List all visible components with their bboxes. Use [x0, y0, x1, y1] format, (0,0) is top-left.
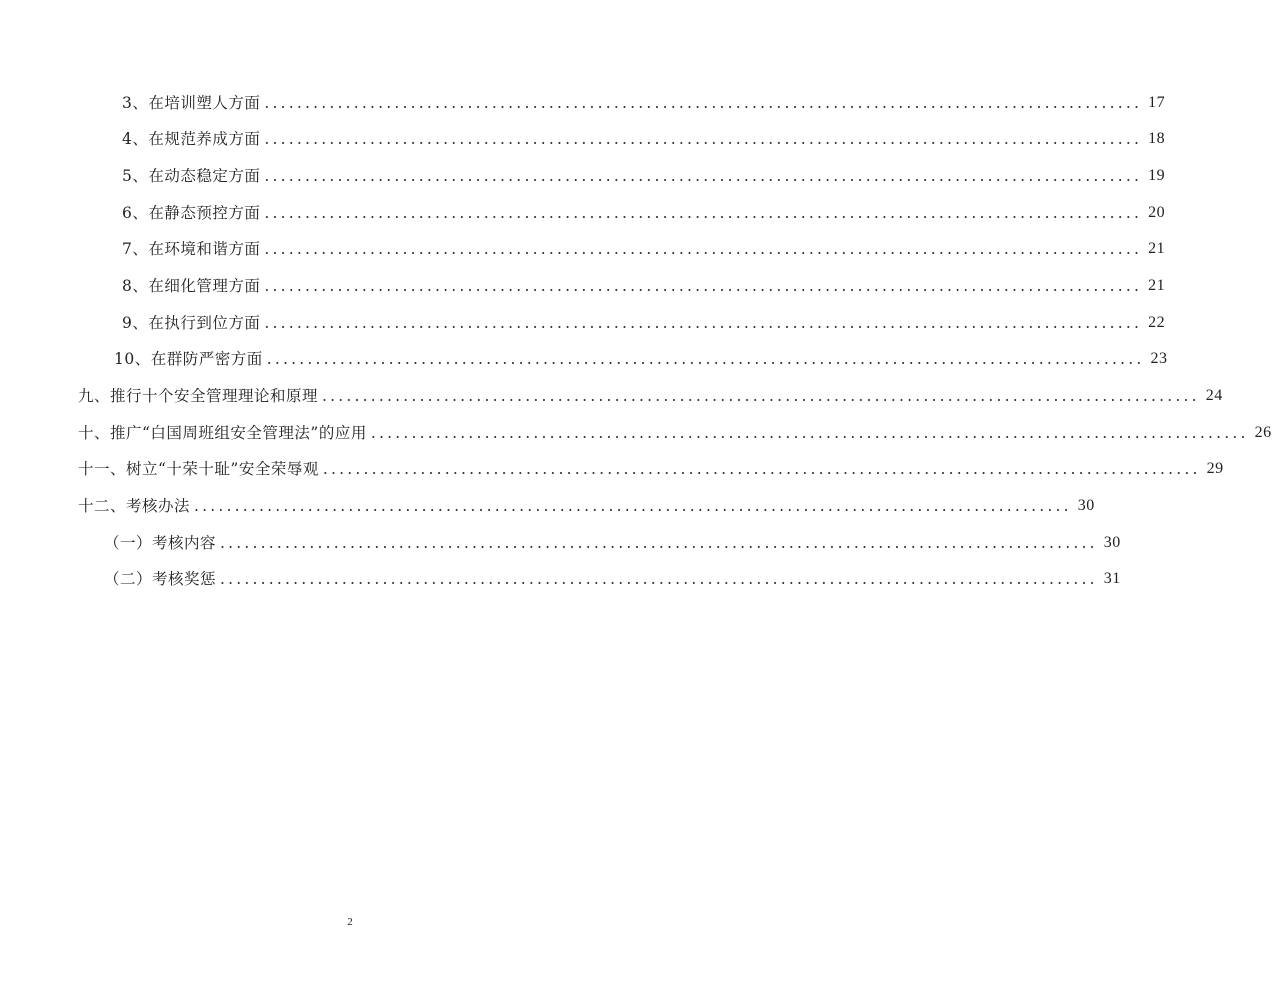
toc-leader-dots: ............................................................................................................ — [264, 130, 1143, 148]
toc-entry-page: 30 — [1103, 534, 1121, 551]
toc-leader-dots: ............................................................................................................ — [264, 277, 1143, 295]
toc-entry[interactable] — [78, 422, 1272, 444]
toc-entry-page: 18 — [1148, 130, 1166, 147]
toc-entry[interactable] — [78, 495, 1095, 517]
toc-leader-dots: ............................................................................................................ — [322, 387, 1200, 405]
toc-entry-page: 20 — [1148, 204, 1166, 221]
toc-entry-label: 8、在细化管理方面 — [122, 277, 261, 295]
toc-entry-label: 十一、树立“十荣十耻”安全荣辱观 — [78, 460, 319, 478]
toc-entry-label: 9、在执行到位方面 — [122, 314, 261, 332]
toc-leader-dots: ............................................................................................................ — [220, 570, 1098, 588]
toc-entry[interactable] — [122, 312, 1166, 334]
toc-leader-dots: ............................................................................................................ — [264, 204, 1143, 222]
toc-leader-dots: ............................................................................................................ — [370, 424, 1249, 442]
toc-leader-dots: ............................................................................................................ — [264, 314, 1143, 332]
toc-entry[interactable] — [114, 348, 1168, 370]
toc-entry[interactable] — [78, 458, 1224, 480]
toc-entry-page: 29 — [1206, 460, 1224, 477]
toc-entry-page: 21 — [1148, 240, 1166, 257]
toc-entry[interactable] — [122, 128, 1166, 150]
toc-entry[interactable] — [104, 568, 1121, 590]
toc-entry-label: 4、在规范养成方面 — [122, 130, 261, 148]
toc-entry-page: 21 — [1148, 277, 1166, 294]
toc-entry-page: 30 — [1077, 497, 1095, 514]
toc-leader-dots: ............................................................................................................ — [194, 497, 1072, 515]
toc-leader-dots: ............................................................................................................ — [264, 94, 1143, 112]
toc-entry-page: 22 — [1148, 314, 1166, 331]
toc-entry-page: 19 — [1148, 167, 1166, 184]
toc-entry[interactable] — [122, 92, 1166, 114]
toc-leader-dots: ............................................................................................................ — [264, 167, 1143, 185]
toc-leader-dots: ............................................................................................................ — [322, 460, 1201, 478]
toc-entry-label: 十、推广“白国周班组安全管理法”的应用 — [78, 424, 367, 442]
toc-entry[interactable] — [78, 385, 1223, 407]
toc-entry-label: 6、在静态预控方面 — [122, 204, 261, 222]
toc-entry-label: （一）考核内容 — [104, 534, 217, 552]
toc-entry-label: 10、在群防严密方面 — [114, 350, 263, 368]
toc-entry[interactable] — [122, 165, 1166, 187]
toc-entry[interactable] — [104, 532, 1121, 554]
toc-entry-label: 十二、考核办法 — [78, 497, 191, 515]
toc-entry-page: 24 — [1205, 387, 1223, 404]
toc-entry-label: 九、推行十个安全管理理论和原理 — [78, 387, 319, 405]
toc-entry-page: 23 — [1150, 350, 1168, 367]
toc-entry[interactable] — [122, 202, 1166, 224]
toc-entry-page: 17 — [1148, 94, 1166, 111]
page-number: 2 — [347, 916, 353, 928]
toc-leader-dots: ............................................................................................................ — [266, 350, 1145, 368]
toc-entry-label: 3、在培训塑人方面 — [122, 94, 261, 112]
toc-leader-dots: ............................................................................................................ — [264, 240, 1143, 258]
toc-entry[interactable] — [122, 238, 1166, 260]
toc-entry-label: （二）考核奖惩 — [104, 570, 217, 588]
toc-leader-dots: ............................................................................................................ — [220, 534, 1098, 552]
toc-entry-label: 5、在动态稳定方面 — [122, 167, 261, 185]
toc-entry-page: 31 — [1103, 570, 1121, 587]
toc-entry-label: 7、在环境和谐方面 — [122, 240, 261, 258]
toc-entry[interactable] — [122, 275, 1166, 297]
toc-entry-page: 26 — [1254, 424, 1272, 441]
